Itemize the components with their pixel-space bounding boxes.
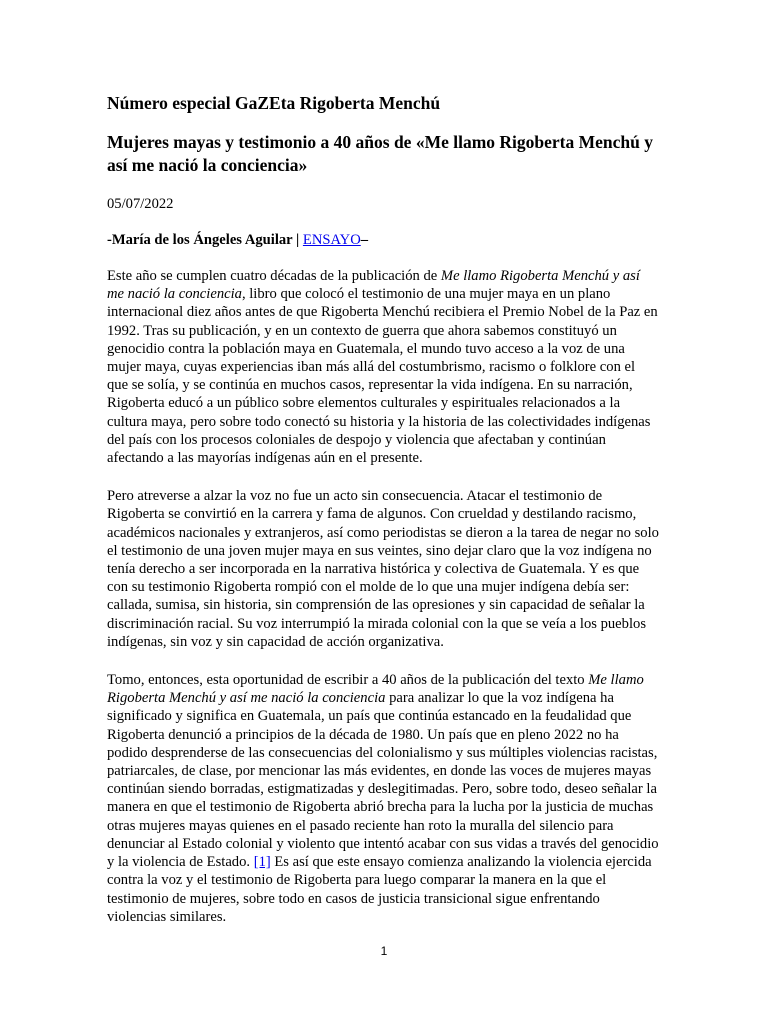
- page-title: Número especial GaZEta Rigoberta Menchú: [107, 93, 441, 113]
- document-page: [107, 92, 659, 926]
- paragraph-3-text-c: Es así que este ensayo comienza analizando la violencia ejercida contra la voz y el testimonio de Rigoberta para luego comparar la manera en la que el testimonio de mujeres, sobre todo en casos de justicia transicional sigue enfrentando violencias similares.: [107, 854, 652, 925]
- paragraph-1-text-b: , libro que colocó el testimonio de una mujer maya en un plano internacional diez años antes de que Rigoberta Menchú recibiera el Premio Nobel de la Paz en 1992. Tras su publicación, y en un contexto de guerra que ahora sabemos constituyó un genocidio contra la población maya en Guatemala, el mundo tuvo acceso a la voz de una mujer maya, cuyas experiencias iban más allá del costumbrismo, racismo o folklore con el que se solía, y se continúa en muchos casos, representar la vida indígena. En su narración, Rigoberta educó a un público sobre elementos culturales y espirituales relacionados a la cultura maya, pero sobre todo conectó su historia y la historia de las colectividades indígenas del país con los procesos coloniales de despojo y violencia que afectaban y continúan afectando a las mayorías indígenas aún en el presente.: [107, 286, 658, 467]
- paragraph-2: Pero atreverse a alzar la voz no fue un acto sin consecuencia. Atacar el testimonio de Rigoberta se convirtió en la carrera y fama de algunos. Con crueldad y destilando racismo, académicos nacionales y extranjeros, así como periodistas se dieron a la tarea de negar no solo el testimonio de una joven mujer maya en sus veintes, sino dejar claro que la voz indígena no tenía derecho a ser incorporada en la narrativa histórica y colectiva de Guatemala. Y es que con su testimonio Rigoberta rompió con el molde de lo que una mujer indígena debía ser: callada, sumisa, sin historia, sin comprensión de las opresiones y sin capacidad de señalar la discriminación racial. Su voz interrumpió la mirada colonial con la que se veía a los pueblos indígenas, sin voz y sin capacidad de acción organizativa.: [107, 488, 659, 650]
- paragraph-1: [107, 267, 659, 467]
- article-subtitle: Mujeres mayas y testimonio a 40 años de «Me llamo Rigoberta Menchú y así me nació la conciencia»: [107, 132, 654, 175]
- paragraph-3: [107, 671, 659, 926]
- book-title-italic: Me llamo Rigoberta Menchú y así me nació la conciencia: [107, 672, 644, 707]
- section-link[interactable]: ENSAYO: [302, 232, 361, 248]
- byline-dash: –: [360, 232, 369, 248]
- paragraph-3-text-a: Tomo, entonces, esta oportunidad de escribir a 40 años de la publicación del texto: [107, 672, 589, 689]
- book-title-italic: Me llamo Rigoberta Menchú y así me nació la conciencia: [107, 268, 640, 303]
- byline: [107, 231, 659, 249]
- paragraph-3-text-b: para analizar lo que la voz indígena ha significado y significa en Guatemala, un país que continúa estancado en la feudalidad que Rigoberta denunció a principios de la década de 1980. Un país que en pleno 2022 no ha podido desprenderse de las consecuencias del colonialismo y sus múltiples violencias racistas, patriarcales, de clase, por mencionar las más evidentes, en donde las voces de mujeres mayas continúan siendo borradas, estigmatizadas y deslegitimadas. Pero, sobre todo, deseo señalar la manera en que el testimonio de Rigoberta abrió brecha para la lucha por la justicia de muchas otras mujeres mayas quienes en el pasado reciente han roto la muralla del silencio para denunciar al Estado colonial y violento que intentó acabar con sus vidas a través del genocidio y la violencia de Estado.: [107, 690, 659, 871]
- paragraph-1-text-a: Este año se cumplen cuatro décadas de la publicación de: [107, 268, 441, 284]
- page-number: 1: [380, 944, 388, 958]
- byline-separator: |: [292, 232, 303, 248]
- author-name: -María de los Ángeles Aguilar: [107, 232, 293, 248]
- footnote-link[interactable]: [1]: [253, 854, 271, 871]
- article-date: 05/07/2022: [107, 196, 174, 212]
